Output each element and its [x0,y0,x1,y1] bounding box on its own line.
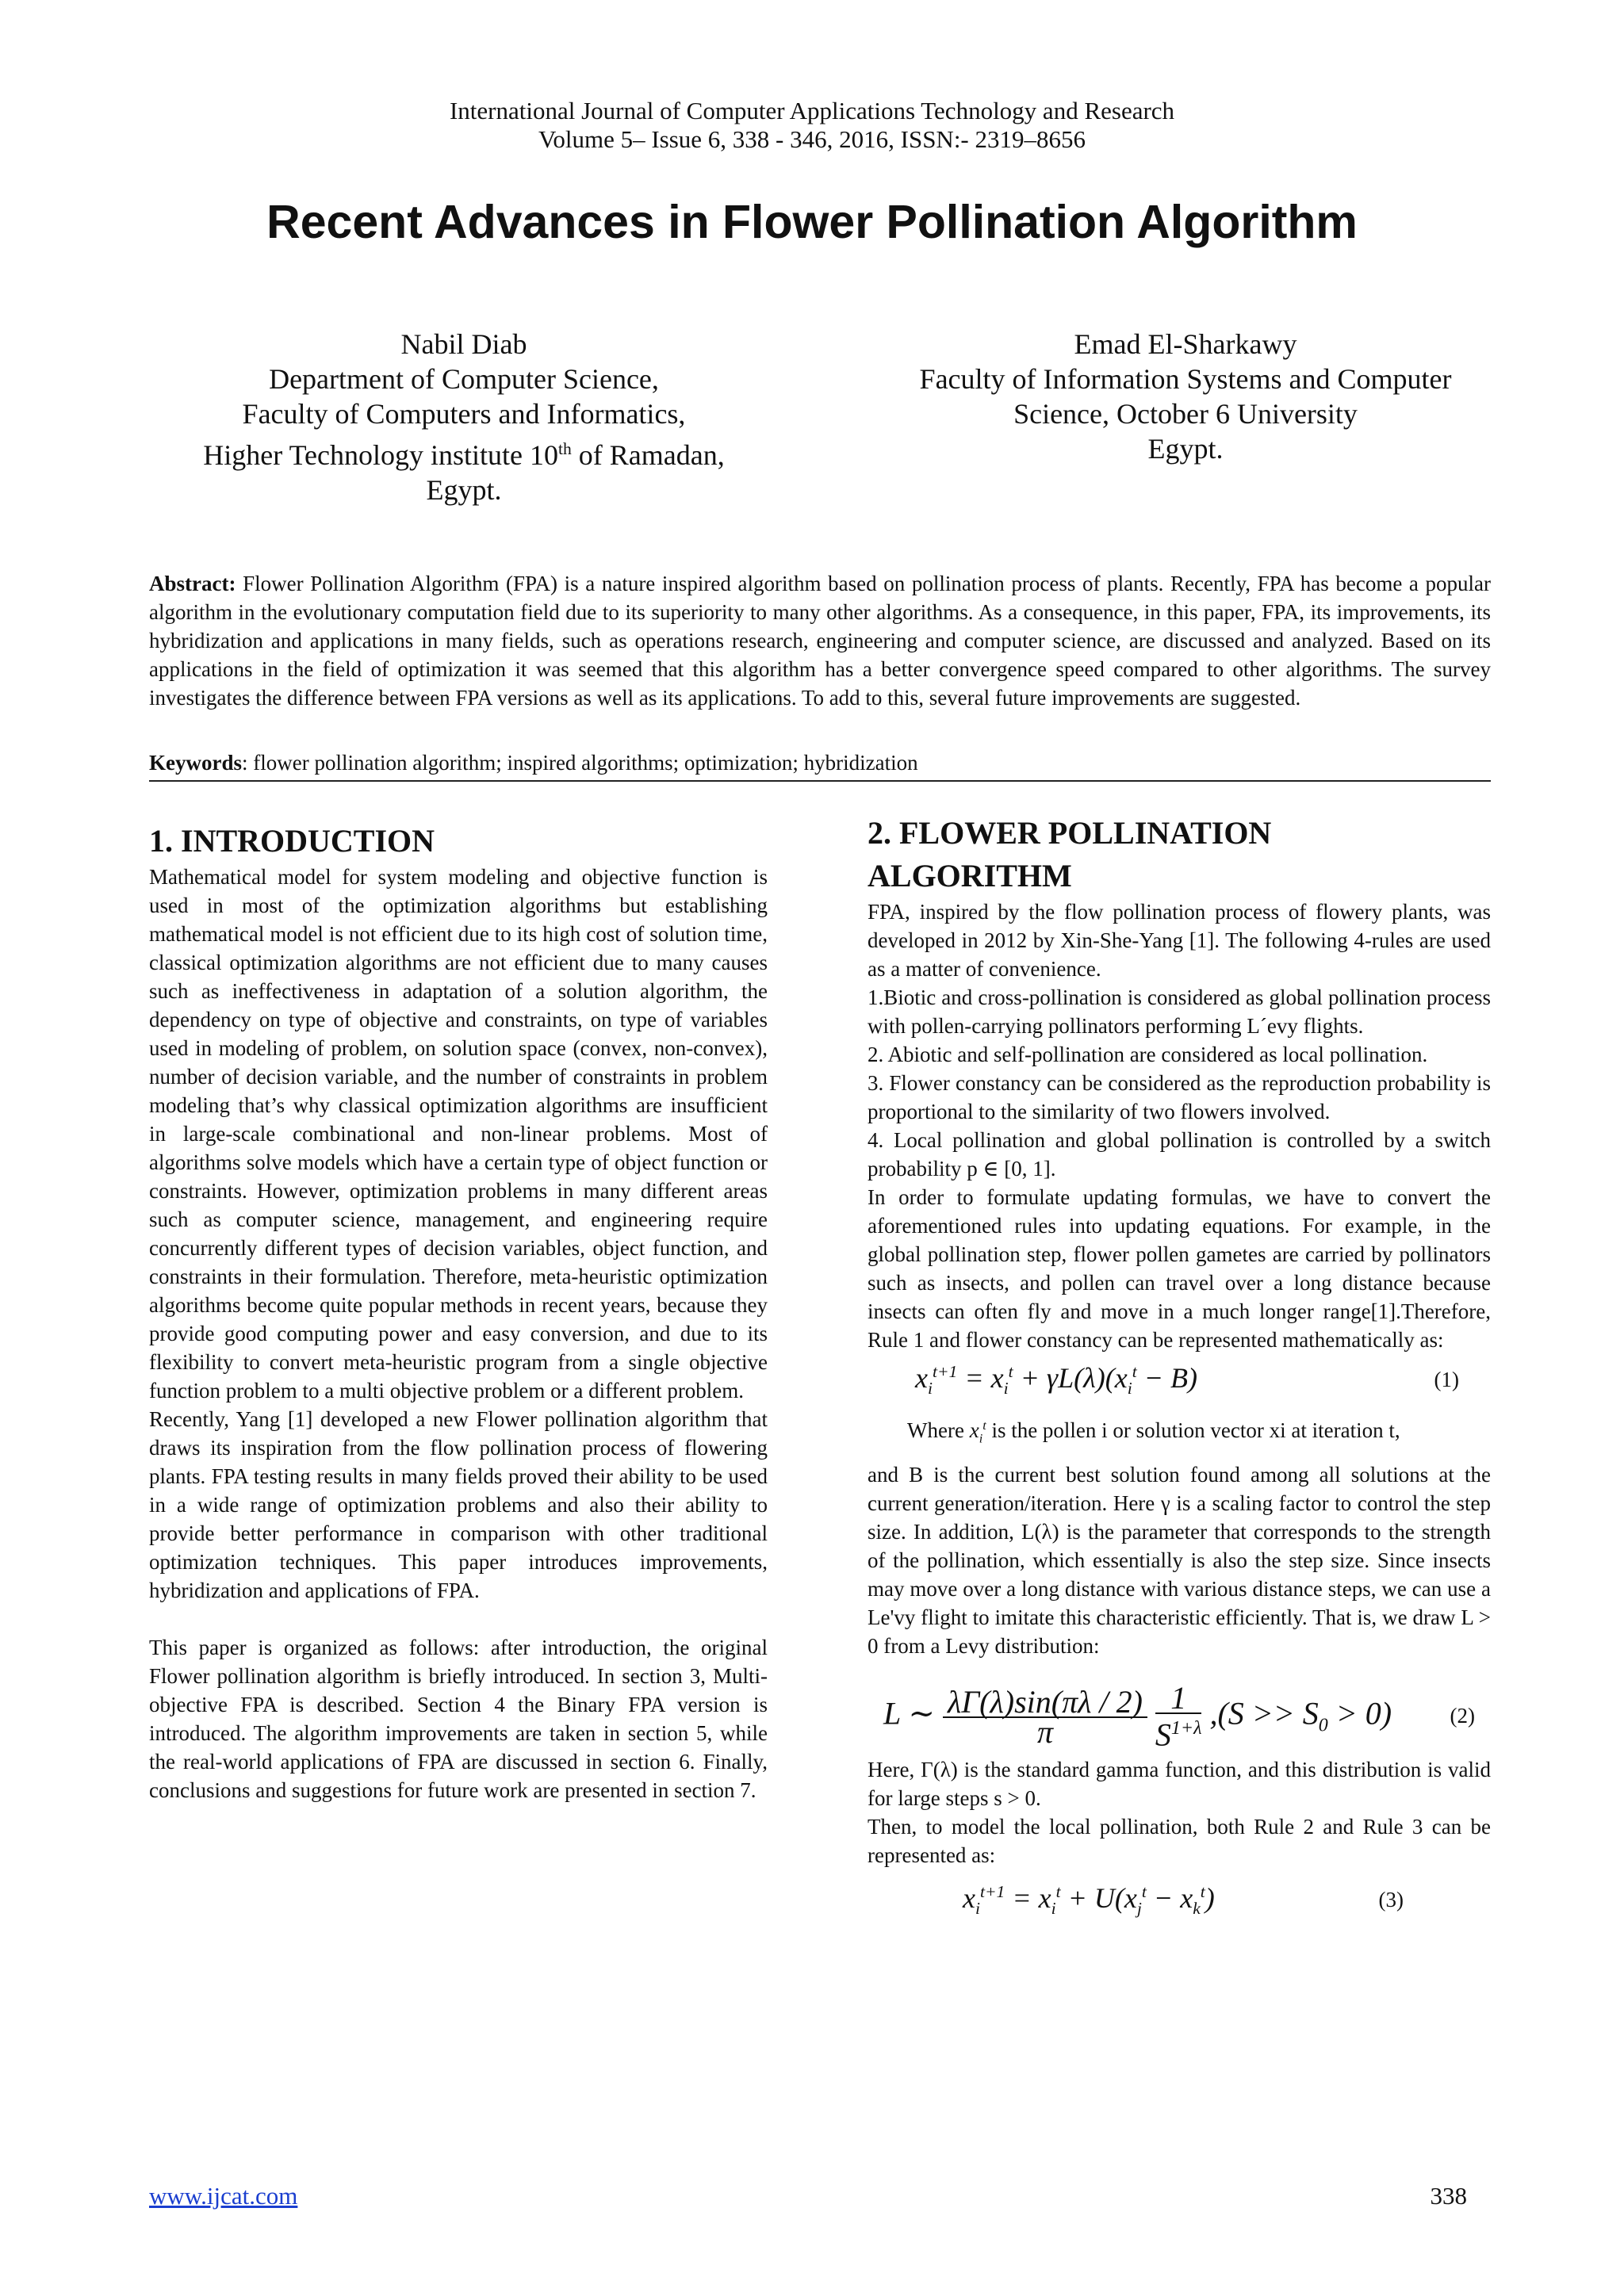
keywords-text: : flower pollination algorithm; inspired algorithms; optimization; hybridization [242,751,918,775]
abstract-colon: : [228,572,236,595]
paragraph: This paper is organized as follows: after introduction, the original Flower pollination algorithm is briefly introduced. In section 3, Multi-objective FPA is described. Section 4 the Binary FPA version is introduced. The algorithm improvements are taken in section 5, while the real-world applications of FPA are discussed in section 6. Finally, conclusions and suggestions for future work are presented in section 7. [149,1636,768,1802]
right-column [868,812,1491,1925]
journal-website-link[interactable]: www.ijcat.com [149,2182,298,2210]
paragraph: In order to formulate updating formulas, we have to convert the aforementioned rules into updating equations. For example, in the global pollination step, flower pollen gametes are carried by pollinators such as insects, and pollen can travel over a long distance because insects can often fly and move in a much longer range[1].Therefore, Rule 1 and flower constancy can be represented mathematically as: [868,1185,1491,1352]
abstract-text: Flower Pollination Algorithm (FPA) is a nature inspired algorithm based on pollination process of plants. Recently, FPA has become a popular algorithm in the evolutionary computation field due to its superiority to many other algorithms. As a consequence, in this paper, FPA, its improvements, its hybridization and applications in many fields, such as operations research, engineering and computer science, are discussed and analyzed. Based on its applications in the field of optimization it was seemed that this algorithm has a better convergence speed compared to other algorithms. The survey investigates the difference between FPA versions as well as its applications. To add to this, several future improvements are suggested. [149,572,1491,710]
author-name: Emad El-Sharkawy [1074,328,1297,360]
equation-number: (3) [1378,1888,1404,1912]
paragraph: and B is the current best solution found among all solutions at the current generation/iteration. Here γ is a scaling factor to control the step size. In addition, L(λ) is the parameter that corresponds to the strength of the pollination, which essentially is also the step size. Since insects may move over a long distance with various distance steps, we can use a Le'vy flight to imitate this characteristic efficiently. That is, we draw L > 0 from a Levy distribution: [868,1463,1491,1659]
journal-header [0,97,1624,154]
equation-number: (1) [1434,1368,1459,1391]
author-country: Egypt. [426,474,502,506]
divider [149,780,1491,782]
keywords [149,748,1491,777]
paragraph: FPA, inspired by the flow pollination process of flowery plants, was developed in 2012 by Xin-She-Yang [1]. The following 4-rules are used as a matter of convenience. [868,900,1491,981]
journal-name: International Journal of Computer Applications Technology and Research [449,97,1175,124]
rule-item: 4. Local pollination and global pollination is controlled by a switch probability p ∈ [0, 1]. [868,1128,1491,1181]
author-country: Egypt. [1147,433,1224,465]
paragraph: Recently, Yang [1] developed a new Flower pollination algorithm that draws its inspiration from the flow pollination process of flowering plants. FPA testing results in many fields proved their ability to be used in a wide range of optimization problems and also their ability to provide better performance in comparison with other traditional optimization techniques. This paper introduces improvements, hybridization and applications of FPA. [149,1407,768,1602]
paragraph: Here, Γ(λ) is the standard gamma function, and this distribution is valid for large steps s > 0. [868,1758,1491,1811]
equation-1: $x_i^{t+1} = x_i^t + \gamma L(\lambda)(x_i^t - B)$ (1) [915,1362,1459,1399]
paragraph: Then, to model the local pollination, both Rule 2 and Rule 3 can be represented as: [868,1815,1491,1868]
page-number: 338 [1430,2182,1467,2210]
author-affiliation: Science, October 6 University [1013,398,1358,430]
section-heading: 2. FLOWER POLLINATION [868,815,1272,851]
paragraph: Mathematical model for system modeling and objective function is used in most of the optimization algorithms but establishing mathematical model is not efficient due to its high cost of solution time, classical optimization algorithms are not efficient due to many causes such as ineffectiveness in adaptation of a solution algorithm, the dependency on type of objective and constraints, on type of variables used in modeling of problem, on solution space (convex, non-convex), number of decision variable, and the number of constraints in problem modeling that’s why classical optimization algorithms are insufficient in large-scale combinational and non-linear problems. Most of algorithms solve models which have a certain type of object function or constraints. However, optimization problems in many different areas such as computer science, management, and engineering require concurrently different types of decision variables, object function, and constraints in their formulation. Therefore, meta-heuristic optimization algorithms become quite popular methods in recent years, because they provide good computing power and easy conversion, and due to its flexibility to convert meta-heuristic program from a single objective function problem to a multi objective problem or a different problem. [149,865,768,1402]
section-heading: 1. INTRODUCTION [149,823,435,859]
author-affiliation: Department of Computer Science, [269,363,659,395]
journal-volume: Volume 5– Issue 6, 338 - 346, 2016, ISSN:- 2319–8656 [538,125,1086,153]
rule-item: 2. Abiotic and self-pollination are considered as local pollination. [868,1043,1428,1066]
abstract [149,569,1491,712]
equation-3: $x_i^{t+1} = x_i^t + U(x_j^t - x_k^t)$ (3) [963,1882,1404,1919]
author-block-1 [155,327,773,507]
equation-number: (2) [1450,1704,1475,1728]
author-affiliation: Faculty of Information Systems and Computer [919,363,1452,395]
author-affiliation: Faculty of Computers and Informatics, [242,398,686,430]
paper-title: Recent Advances in Flower Pollination Algorithm [266,196,1358,248]
author-block-2 [876,327,1495,466]
rule-item: 1.Biotic and cross-pollination is considered as global pollination process with pollen-carrying pollinators performing L´evy flights. [868,985,1491,1038]
author-name: Nabil Diab [400,328,527,360]
abstract-label: Abstract [149,572,229,595]
equation-2: L ∼ $\frac{\lambda\Gamma(\lambda)\sin(\pi\lambda / 2)}{\pi}$ $\frac{1}{S^{1+\lambda}}$ $,(S >> S_0 > 0)$ (2) [883,1680,1475,1753]
rule-item: 3. Flower constancy can be considered as the reproduction probability is proportional to the similarity of two flowers involved. [868,1071,1491,1123]
author-affiliation: Higher Technology institute 10th of Ramadan, [203,439,725,471]
left-column [149,820,768,1804]
section-heading: ALGORITHM [868,858,1072,894]
paragraph: Where $x_i^t$ is the pollen i or solution vector xi at iteration t, [907,1418,1400,1446]
keywords-label: Keywords [149,751,242,775]
